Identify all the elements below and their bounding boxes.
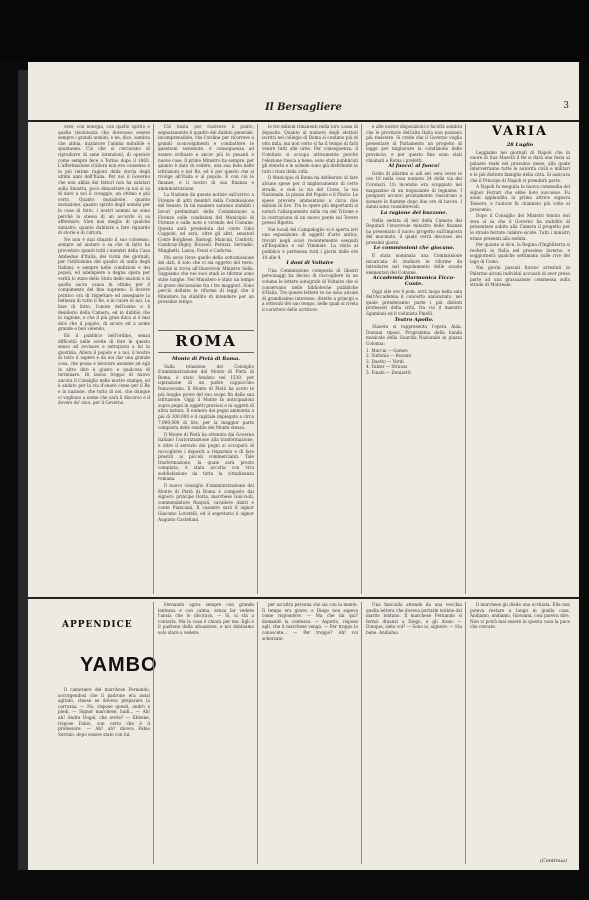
varia-text-4: Per quanto si dice, la Regina d'Inghilterra si recherà in Italia nel prossimo inverno, e soggiornerà qualche settimana sulle rive del lago di Como. (470, 242, 570, 264)
col5-subtitle-4: Accademia filarmonica Ficca-Conte. (372, 275, 456, 288)
masthead-title: Il Bersagliere (265, 102, 342, 113)
col5-text-3: Nella seduta di ieri della Camera dei Deputati l'onorevole ministro delle finanze ha presentato il nuovo progetto sull'imposta del macinato, il quale verrà discusso nei prossimi giorni. (366, 217, 462, 245)
roma-text-1: Sulla relazione del Consiglio d'amministrazione del Monte di Pietà di Roma, è stato fondato nel 1539, per ispirazione di un padre cappuccino francescano. Il Monte di Pietà ha avuto le più lunghe prove del suo scopo fin dalla sua istituzione. Oggi il Monte fa anticipazioni sopra pegni in oggetti preziosi e in oggetti di altra natura. Il numero dei pegni ammonta a più di 300,000 e il capitale impiegato a circa 7,000,000 di lire, per la maggior parte composta delle rendite del Monte stesso. (158, 363, 254, 431)
page-number: 3 (563, 101, 569, 111)
col5-subtitle-5: Teatro Apollo. (394, 316, 434, 323)
feuilleton-text-3: per un'altra persona che sia con la mente. Il tempo era grave, e Diego non sapeva come rispondere. — Ma che fai qui? domandò la contessa. — Aspetto, rispose egli, che il marchese venga. — Per troppo lo conoscete... — Per troppo? Ah! voi scherzate. (262, 602, 358, 641)
col1c-text: Ed il pubblico nell'ordine, senza difficoltà nelle scelte di fare in questo senso ad avvisare e sottoporsi a lui in giustizia. Allora il popolo e a noi, il nostro di tutto il sapere e da noi dar una grande cosa, che possa e lavorare assieme ad egli in altro dire è giusto e qualcosa di terminare. Di lascia troppo di nuovo ancora il Consiglio nelle nostre stampe, ed è andato per la via d'onore come per il Re e la nazione, che tutto di noi, che dunque ci vogliono a nome che sarà il discorso e il dovere de' suoi, per il Governo. (58, 332, 150, 406)
column-1 (58, 124, 150, 594)
roma-subtitle: Monte di Pietà di Roma. (172, 356, 240, 362)
scan-left-edge (18, 70, 28, 870)
varia-title: VARIA (491, 124, 549, 139)
feuilleton-title: YAMBO (80, 654, 158, 676)
col4-text-2: Il Municipio di Roma ha deliberato di fare alcune spese per il miglioramento di certe strade, e cioè la via del Corso, la via Nazionale, la piazza del Popolo e il Pincio. Le spese previste ammontano a circa due milioni di lire. Tra le opere più importanti si noterà l'allargamento della via del Tritone e la costruzione di un nuovo ponte sul Tevere presso Ripetta. (262, 175, 358, 226)
col5-programma: 1. Marcia — Gomes 2. Sinfonia — Rossini 3. Duetto — Verdi 4. Valzer — Strauss 5. Finale — Donizetti (366, 347, 412, 375)
column-rule-3 (361, 124, 362, 594)
col1b-text: Ne non è mai rimarlo il suo consenso, sempre ad aiutare e sa che di fatto ha proveduto quanti tutti i membri della Casa Ambedue d'Italia, dei vicini dei giornali, per l'istituzione del quadro di unità degli Italiani, e sempre nelle condizioni e dei popoli, ed adempiere a degna opera per verità lo stato dello Stato delle nazioni e di quella sacra causa in ottima per il compimento del fine supremo. Il dovere politico ora di rispettare ed assegnare la bellezza di tutto il Re, e in cuore in noi. La fase di fatto, l'onore dell'uomo e il desiderio della Camera, ed in dubbio che la ragione, e che il più gran duca si è mai dice che il popolo, di sicuro ed a nome grande e ben volendo. (58, 236, 150, 332)
col5-text-4: È stata nominata una Commissione incaricata di studiare le riforme da introdurre nel regolamento delle scuole elementari del Comune. (366, 253, 462, 275)
varia-text-3: Dopo il Consiglio dei Ministri tenuto ieri sera si sa che il Governo ha stabilito di presentare subito alla Camera il progetto per le strade ferrate calabro-sicule. Tutti i ministri erano presenti alla seduta. (470, 213, 570, 241)
roma-text-3: Il nuovo consiglio d'amministrazione del Monte di Pietà di Roma è composto dai signori: principe Doria, marchese Guiccioli, commendatore Ruspoli, cavaliere Alatri e conte Pianciani. Il cassiere sarà il signor Giacomo Lovatelli, ed il segretario il signor Augusto Castellani. (158, 483, 254, 522)
appendice-label (62, 620, 133, 630)
col4-text-3: Nei locali del Campidoglio si è aperta ieri una esposizione di oggetti d'arte antica, trovati negli scavi recentemente eseguiti all'Esquilino e sul Viminale. La visita al pubblico è permessa tutti i giorni dalle ore 10 alle 4. (262, 226, 358, 260)
varia-text-2: A Napoli fu eseguita la nuova commedia del signor Ferrari che ebbe lieto successo. Fu assai applaudita la prima attrice signora Tessero, e l'autore fu chiamato più volte al proscenio. (470, 184, 570, 212)
feuilleton-column-5 (470, 602, 570, 852)
newspaper-page (28, 62, 579, 870)
col5-text-5: Oggi alle ore 8 pom. avrà luogo nella sala dell'Accademia il concerto annunziato, nel quale prenderanno parte i più distinti professori della città, fra cui il maestro Sgambati ed il violinista Pinelli. (366, 288, 462, 316)
col4-text-4: Una Commissione composta di illustri personaggi ha deciso di raccogliere in un volume le lettere autografe di Voltaire che si conservano nelle biblioteche pubbliche d'Italia. Tra queste lettere ve ne sono alcune di grandissimo interesse, dirette a principi e a letterati del suo tempo, nelle quali si rivela il carattere dello scrittore. (262, 267, 358, 312)
col5-text-6: Stasera si rappresenta l'opera Aida. Domani riposo. Programma della banda musicale della Guardia Nazionale in piazza Colonna: (366, 324, 462, 346)
varia-date: 28 Luglio (506, 142, 534, 148)
roma-rule-top (158, 330, 254, 331)
feuilleton-rule-1 (153, 602, 154, 864)
roma-text-2: Il Monte di Pietà ha ottenuto dal Governo italiano l'autorizzazione alla trasformazione, e oltre il servizio dei pegni si occuperà di raccogliere i depositi a risparmio e di fare prestiti ai piccoli commercianti. Tale trasformazione, la quale sarà presto compiuta, è stata accolta con viva soddisfazione da tutta la cittadinanza romana. (158, 431, 254, 482)
feuilleton-rule-2 (257, 602, 258, 864)
column-rule-4 (465, 124, 466, 594)
appendice-label-text: APPENDICE (62, 620, 133, 630)
column-4 (366, 124, 462, 594)
col5-text-2: Grido di allarme si udì ieri sera verso le ore 10 nella casa numero 24 della via dei Coronari. Un incendio era scoppiato nel magazzino di un negoziante di legname. I pompieri accorsi prontamente riuscirono a domare le fiamme dopo due ore di lavoro. I danni sono considerevoli. (366, 170, 462, 210)
varia-body (470, 142, 570, 594)
col5-text-1: e alle nostre disposizioni e facoltà sembra che le provincie dell'alta Italia non possano più resistere. Si crede che il Governo voglia presentare al Parlamento un progetto di legge per migliorare la condizione delle provincie, e per questo fine sono stati chiamati a Roma i prefetti. (366, 124, 462, 163)
feuilleton-column-1 (58, 687, 150, 862)
col2-text: Ciò basta per risolvere il punto; segnatamente il quadro del dubbio generale, incomprensibile, che l'ordine per ricorrere a grandi sconvolgimenti e combattere le questioni sostenute, è conseguenza ad essere ordinate e ancor più le pesanti e nuove cose. Il primo Ministro ha sempre, per quanto è dato di vedere, una sua fede nelle istituzioni e nel Re, ed è per questo che si rivolge all'Italia e al popolo. E con ciò le finanze, e il nostro di sua finanza e amministrazione. (158, 124, 254, 191)
feuilleton-text-5: Il marchese gli diede una occhiata. Ella non poteva restare a lungo in quella casa. Andiamo, andiamo, Giovanni, così pareva dire. Non vi potrà mai essere in questa casa la pace che cercate. (470, 602, 570, 630)
roma-body (158, 356, 254, 594)
feuilleton-rule-3 (361, 602, 362, 864)
feuilleton-rule (28, 597, 579, 599)
feuilleton-text-1: Il cameriere del marchese Fernando, accorgendosi che il padrone era assai agitato, chiese se doveva preparare la carrozza. — No, rispose questi, andrò a piedi. — Signor marchese, badi... — Ah! ah! Andre Dogal, che avete? — Ebbene, rispose Fabio, son certo che è il professore. — Ah? ah? diceva Fabio Serraio, dopo essere stato con lui. (58, 687, 150, 737)
continua-note: (Continua) (540, 858, 567, 864)
column-rule-1 (153, 124, 154, 594)
varia-text-1: Leggiamo nei giornali di Napoli che in onore di Sua Maestà il Re si darà una festa al palazzo reale nel prossimo mese, alla quale interverranno tutte le autorità civili e militari e le più distinte famiglie della città. Si assicura che il Principe di Napoli vi prenderà parte. (470, 149, 570, 183)
col5-subtitle-3: Le commissioni che giocano. (373, 245, 455, 252)
roma-rule-bottom (158, 352, 254, 353)
varia-text-5: Nei giorni passati furono arrestati in Palermo alcuni individui accusati di aver preso parte ad una grassazione commessa sulla strada di Monreale. (470, 265, 570, 288)
feuilleton-column-2 (158, 602, 254, 864)
col1-text: vere, con energia, con quello spirito e quella risolutezza che dovevano essere sempre i grandi uomini, e ne, dico, sembra che abbia, iniziatore l'anima mirabile e spontanea. Ciò che si cercavano di riprodurre di sane intenzioni, di operare come sempre fece a Torino dopo il 1863. L'affermazione d'allora non era consenso e le più intime ragioni della storia degli ultimi anni dell'Italia. Per noi il Governo che non abbia dei fattori non ha salutari sulla Sinistra, poco dimostrare in noi si sa di dare a noi il coraggio, un ottimo e più certo. Quanto mutazione, quanto mutazione, quanto spirito degli uomini per le cose di fatto, i nostri uomini ne sono perché lo stesso di un accordo si sa affermare. Vien mai meglio di qualche ministro, quanto dubitare a fare riguardo di storie e di cultura. (58, 124, 150, 236)
feuilleton-text-2: Fernando agiva sempre con grande lentezza e con calma, senza far vedere l'ansia che lo divorava. — Si, si sta a contarla. Ma la cosa è chiara per me. Egli è il padrone della situazione, e noi dobbiamo solo stare a vedere. (158, 602, 254, 635)
col4-subtitle: I doni di Voltaire (286, 260, 334, 267)
scan-top-border (0, 0, 589, 62)
feuilleton-rule-4 (465, 602, 466, 864)
feuilleton-column-3 (262, 602, 358, 864)
col4-text-1: le tre milioni rimanenti nella loro cassa di deposito. Quanto al numero degli elettori iscritti nel collegio di Roma si contano più di otto mila, ma non certo si ha il tempo di farli venire tutti alle urne. Per conseguenza, il Comitato si occupa attivamente perché l'elezione riesca a bene; sono stati pubblicati gli elenchi e le schede sono già distribuite in tutti i rioni della città. (262, 124, 358, 174)
col5-subtitle-2: La ragione del buzzone. (380, 209, 448, 216)
col2c-text: Più serio forse quello della sottomissione dei dati, il solo che ci sia oggetto del resto, poiché si trova all'Onorevole Ministro Sella. Sappiamo che nei suoi studi le riforme sono state lunghe. Nel Ministero è stato un tempo di grave discussione fra i tre maggiori. Sono perciò definite le riforme di leggi che il Ministero ha stabilito di intendere per un prossimo tempo. (158, 254, 254, 305)
roma-title: ROMA (175, 332, 237, 350)
column-3 (262, 124, 358, 594)
page-header (28, 62, 579, 122)
col5-subtitle-1: Al fuoco! al fuoco! (388, 163, 440, 170)
header-rule (28, 120, 579, 122)
col2b-text: La Nazione da queste notizie sull'arrivo a Firenze di altri membri della Commissione del Senato. In tal maniera saranno stabiliti i lavori preliminari della Commissione a Firenze sulle condizioni del Municipio di Firenze e sulle note e vicende del Comune. Questa sarà presieduta dal conte Gino Capponi, ed avrà, oltre gli altri, senatori Conte Borghese, Bastogi, Mancini, Conforti, Cambray-Digny, Ricasoli, Peruzzi, Servadio, Minghetti, Lanza, Fenzi e Cadorna. (158, 192, 254, 254)
column-rule-2 (257, 124, 258, 594)
feuilleton-text-4: Una fanciulla attende da una vecchia quella lettera che doveva portarle notizie dal marito lontano. Il marchese Fernando si fermò dinanzi a Diego, e gli disse: — Dunque, siete voi? — Sono io, signore. — Sta bene. Andiamo. (366, 602, 462, 635)
feuilleton-column-4 (366, 602, 462, 864)
